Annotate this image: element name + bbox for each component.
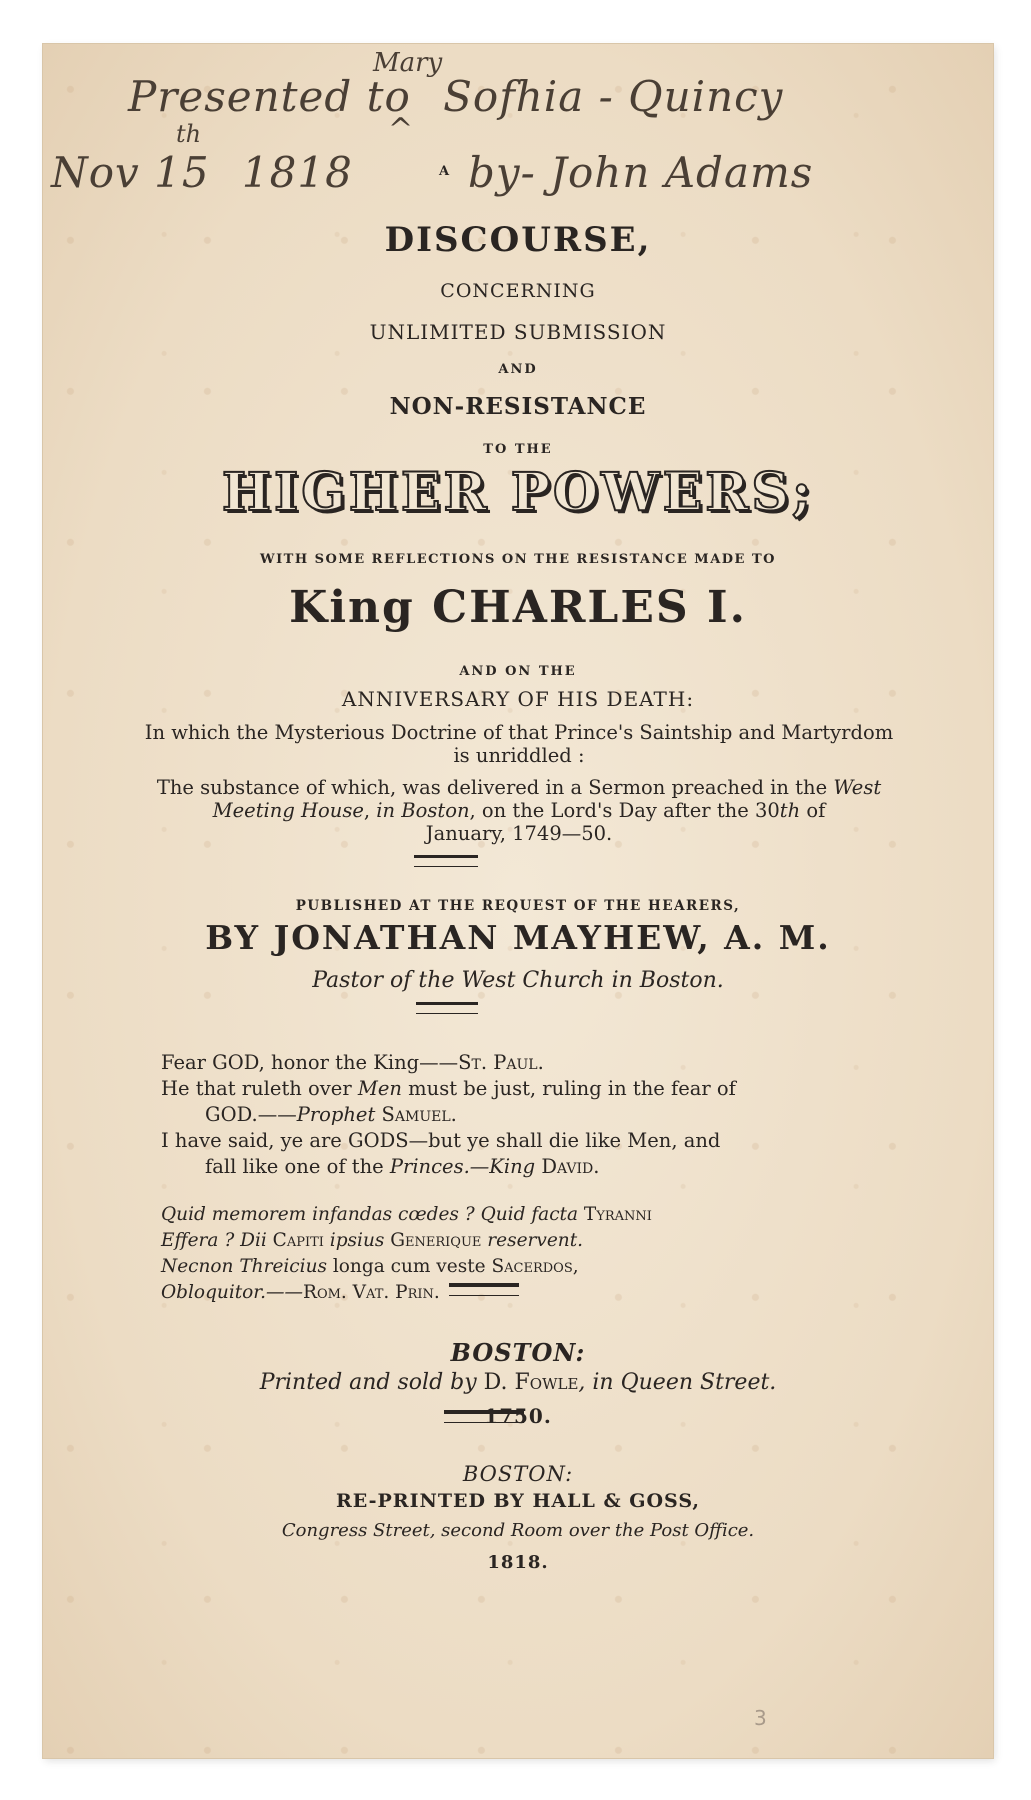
epigraph-text: He that ruleth over — [161, 1077, 358, 1100]
latin-line — [161, 1202, 941, 1228]
imprint-address-1818: Congress Street, second Room over the Post Office. — [281, 1520, 755, 1541]
title-king-charles: King CHARLES I. — [289, 582, 747, 633]
inscription-date-sup: th — [176, 120, 202, 148]
para2-in-boston: in Boston — [376, 799, 470, 822]
title-with-some-reflections: WITH SOME REFLECTIONS ON THE RESISTANCE MADE TO — [259, 552, 776, 567]
epigraph-text: GOD.—— — [205, 1103, 297, 1126]
latin-text: Obloquitor.—— — [161, 1282, 304, 1303]
latin-text: ipsius — [323, 1230, 391, 1251]
epigraph-attribution: David. — [535, 1155, 600, 1178]
epigraph-attribution: Samuel. — [375, 1103, 457, 1126]
title-and: AND — [498, 362, 538, 377]
author-title: Pastor of the West Church in Boston. — [312, 968, 724, 993]
epigraph-line — [161, 1050, 941, 1076]
inscription-date-year: 1818 — [241, 148, 353, 197]
para2-comma: , — [363, 799, 377, 822]
latin-text: reservent. — [481, 1230, 584, 1251]
author-line: BY JONATHAN MAYHEW, A. M. — [205, 918, 831, 957]
epigraph-attribution: St. Paul. — [458, 1051, 544, 1074]
inscription-insert: Mary — [373, 48, 443, 78]
inscription-date-month: Nov 15 — [51, 148, 210, 197]
latin-text-caps: Sacerdos, — [491, 1256, 579, 1277]
epigraph-line — [161, 1076, 941, 1102]
para2-th: th — [779, 799, 801, 822]
latin-attribution: Rom. Vat. Prin. — [303, 1282, 440, 1303]
inscription-line1 — [128, 72, 783, 121]
epigraph-line — [161, 1102, 941, 1128]
imprint-year-1750: 1750. — [484, 1404, 552, 1428]
para1-line1: In which the Mysterious Doctrine of that Prince's Saintship and Martyrdom — [144, 721, 894, 744]
title-concerning: CONCERNING — [440, 280, 596, 302]
published-request: PUBLISHED AT THE REQUEST OF THE HEARERS, — [295, 898, 741, 914]
epigraph-text-italic: Princes.—King — [389, 1155, 536, 1178]
latin-text-roman: longa cum veste — [327, 1256, 492, 1277]
title-unlimited-submission: UNLIMITED SUBMISSION — [369, 320, 667, 344]
latin-text-caps: Generique — [390, 1230, 482, 1251]
latin-line — [161, 1254, 941, 1280]
ornamental-rule-1 — [414, 855, 478, 867]
inscription-presented: Presented to — [128, 72, 411, 121]
imprint-year-1818: 1818. — [487, 1552, 549, 1573]
epigraph-scripture — [161, 1050, 941, 1180]
subtitle-paragraph-1 — [69, 721, 969, 767]
subtitle-paragraph-2 — [69, 776, 969, 845]
para2-west: West — [833, 776, 882, 799]
para2-of: of — [800, 799, 826, 822]
para2-meeting-house: Meeting House — [212, 799, 364, 822]
epigraph-text-italic: Men — [357, 1077, 402, 1100]
imprint-place-1750: BOSTON: — [450, 1338, 586, 1367]
epigraph-text: must be just, ruling in the fear of — [401, 1077, 736, 1100]
inscription-recipient: Sofhia - Quincy — [443, 72, 784, 121]
epigraph-line — [161, 1128, 941, 1154]
ornamental-rule-3 — [449, 1283, 519, 1296]
para1-line2: is unriddled : — [453, 744, 585, 767]
latin-text-caps: Tyranni — [583, 1204, 652, 1225]
ornamental-rule-2 — [416, 1002, 478, 1014]
inscription-date — [51, 148, 353, 197]
inscription-caret: ^ — [388, 112, 414, 147]
latin-text-caps: Capiti — [272, 1230, 324, 1251]
imprint-place-1818: BOSTON: — [462, 1462, 574, 1486]
para2-text-a: The substance of which, was delivered in a Sermon preached in the — [156, 776, 834, 799]
epigraph-text: Fear GOD, honor the King—— — [161, 1051, 459, 1074]
title-higher-powers: HIGHER POWERS; — [221, 462, 815, 523]
para2-date: January, 1749—50. — [425, 822, 613, 845]
latin-text: Effera ? Dii — [161, 1230, 273, 1251]
imprint-street: , in Queen Street. — [578, 1370, 777, 1395]
para2-lords-day: , on the Lord's Day after the 30 — [469, 799, 780, 822]
imprint-printed-text: Printed and sold by — [259, 1370, 484, 1395]
epigraph-text-italic: Prophet — [296, 1103, 376, 1126]
title-page — [43, 44, 993, 1758]
epigraph-latin — [161, 1202, 941, 1306]
imprint-printer-1750 — [43, 1370, 993, 1395]
imprint-printer-name: D. Fowle — [483, 1370, 579, 1395]
imprint-reprinter-1818: RE-PRINTED BY HALL & GOSS, — [336, 1490, 700, 1512]
epigraph-line — [161, 1154, 941, 1180]
title-non-resistance: NON-RESISTANCE — [389, 393, 647, 420]
latin-text: Necnon Threicius — [161, 1256, 327, 1277]
pencil-mark: 3 — [754, 1706, 767, 1730]
ornamental-rule-4 — [444, 1410, 524, 1423]
latin-line — [161, 1280, 941, 1306]
title-anniversary: ANNIVERSARY OF HIS DEATH: — [341, 687, 695, 711]
title-discourse: DISCOURSE, — [384, 220, 652, 260]
latin-text: Quid memorem infandas cœdes ? Quid facta — [161, 1204, 584, 1225]
inscription-by: by- John Adams — [468, 148, 814, 197]
epigraph-text: fall like one of the — [205, 1155, 390, 1178]
epigraph-text: I have said, ye are GODS—but ye shall die like Men, and — [161, 1129, 721, 1152]
title-and-on-the: AND ON THE — [459, 664, 577, 679]
title-article: A — [439, 164, 451, 179]
title-to-the: TO THE — [483, 442, 553, 457]
latin-line — [161, 1228, 941, 1254]
